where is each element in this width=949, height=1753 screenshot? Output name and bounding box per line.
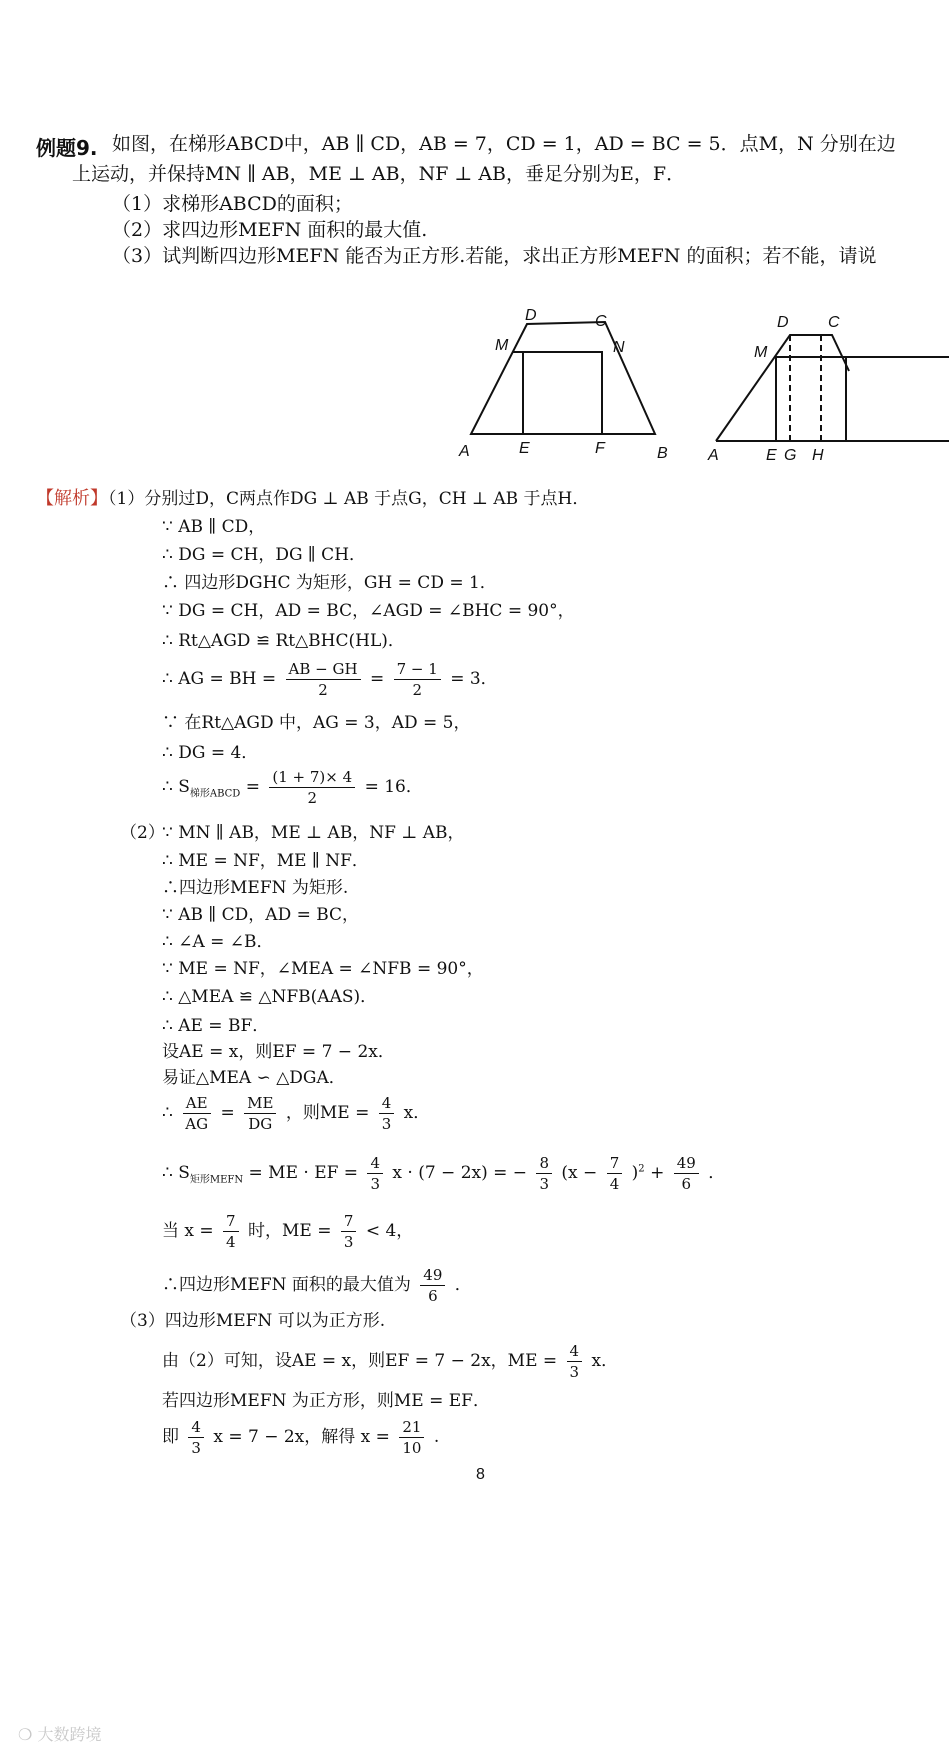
p3-line3-suffix: .	[433, 1427, 440, 1447]
label-a: A	[459, 443, 470, 460]
exponent: 2	[638, 1163, 645, 1175]
solution-p2-step-3: ∴四边形MEFN 为矩形.	[162, 878, 349, 898]
when-middle: 时，ME =	[248, 1221, 332, 1241]
paren-close: )	[631, 1163, 639, 1183]
fraction-numerator: 4	[379, 1094, 395, 1114]
max-suffix: ．	[454, 1275, 472, 1295]
fraction-denominator: 3	[370, 1175, 380, 1193]
ratio-suffix: x．	[403, 1103, 431, 1123]
fraction-denominator: 2	[307, 789, 318, 807]
label-d: D	[777, 314, 789, 331]
watermark-text: 大数跨境	[37, 1725, 102, 1744]
area-prefix: ∴ S	[162, 1163, 190, 1183]
when-prefix: 当 x =	[162, 1221, 214, 1241]
solution-p1-step-3: ∴ 四边形DGHC 为矩形，GH = CD = 1．	[162, 573, 497, 593]
fraction-denominator: 3	[539, 1175, 549, 1193]
solution-p1-step-2: ∴ DG = CH，DG ∥ CH．	[162, 545, 367, 565]
fraction-8-3	[536, 1154, 552, 1193]
solution-p2-step-5: ∴ ∠A = ∠B．	[162, 932, 274, 952]
fraction-denominator: 10	[402, 1439, 422, 1457]
area-subscript: 梯形ABCD	[189, 788, 241, 800]
paren-open: (x −	[561, 1163, 598, 1183]
label-m: M	[495, 337, 509, 354]
fraction-denominator: 4	[226, 1233, 236, 1251]
area-prefix: ∴ S	[162, 777, 190, 797]
label-h: H	[812, 447, 824, 464]
label-e: E	[519, 440, 530, 457]
ag-prefix: ∴ AG = BH =	[162, 669, 277, 689]
label-c: C	[595, 313, 607, 330]
problem-line-1: 如图，在梯形ABCD中，AB ∥ CD，AB = 7，CD = 1，AD = BC = 5．点M，N 分别在边	[112, 133, 896, 155]
fraction-denominator: 2	[412, 681, 422, 699]
ratio-middle: ，则ME =	[285, 1103, 370, 1123]
fraction-numerator: 49	[674, 1154, 699, 1174]
fraction-denominator: 3	[381, 1115, 392, 1133]
fraction-numerator: AB − GH	[286, 660, 361, 680]
fraction-49-6	[420, 1266, 445, 1305]
fraction-denominator: AG	[185, 1115, 209, 1133]
figure-trapezoid-altitudes	[700, 305, 949, 470]
fraction-denominator: 2	[318, 681, 328, 699]
fraction-4-3	[567, 1342, 583, 1381]
question-3: （3）试判断四边形MEFN 能否为正方形.若能，求出正方形MEFN 的面积；若不能，请说	[112, 245, 877, 267]
fraction-denominator: 6	[681, 1175, 692, 1193]
p3-line3-middle: x = 7 − 2x，解得 x =	[213, 1427, 390, 1447]
fraction-denominator: 3	[191, 1439, 201, 1457]
watermark-icon: ❍	[18, 1725, 33, 1744]
fraction-numerator: 4	[567, 1342, 583, 1362]
problem-label: 例题9.	[36, 136, 98, 160]
fraction-numerator: 8	[536, 1154, 552, 1174]
solution-p2-step-1: ∵ MN ∥ AB，ME ⊥ AB，NF ⊥ AB，	[162, 823, 465, 843]
label-g: G	[784, 447, 797, 464]
label-m: M	[754, 344, 768, 361]
label-d: D	[525, 307, 537, 324]
fraction-ae-ag	[182, 1094, 211, 1133]
solution-p3-line-3	[162, 1418, 439, 1457]
ag-suffix: = 3．	[450, 669, 498, 689]
solution-p1-step-4: ∵ DG = CH，AD = BC，∠AGD = ∠BHC = 90°，	[162, 601, 575, 621]
solution-p1-area-line	[162, 768, 423, 807]
max-prefix: ∴四边形MEFN 面积的最大值为	[162, 1275, 411, 1295]
page-number: 8	[476, 1466, 485, 1483]
area-end: ．	[708, 1163, 726, 1183]
solution-p2-area-line	[162, 1154, 725, 1193]
solution-part2-label: （2）	[120, 823, 165, 843]
trapezoid-outline	[716, 335, 849, 441]
p3-line3-prefix: 即	[162, 1427, 179, 1447]
fraction-ab-gh	[286, 660, 361, 699]
figure-trapezoid-mefn	[455, 300, 685, 470]
solution-p2-step-4: ∵ AB ∥ CD，AD = BC，	[162, 905, 360, 925]
therefore: ∴	[162, 1103, 173, 1123]
solution-p2-ratio-line	[162, 1094, 430, 1133]
fraction-numerator: 7	[223, 1212, 239, 1232]
fraction-me-dg	[244, 1094, 276, 1133]
equals: =	[220, 1103, 235, 1123]
problem-line-2: 上运动，并保持MN ∥ AB，ME ⊥ AB，NF ⊥ AB，垂足分别为E，F．	[72, 163, 686, 185]
label-c: C	[828, 314, 840, 331]
solution-p1-ag-line	[162, 660, 498, 699]
area-middle: = ME · EF =	[248, 1163, 359, 1183]
fraction-denominator: 3	[569, 1363, 580, 1381]
plus: +	[650, 1163, 665, 1183]
label-f: F	[595, 440, 605, 457]
fraction-denominator: 4	[609, 1175, 620, 1193]
fraction-area	[269, 768, 355, 807]
fraction-7-4	[223, 1212, 239, 1251]
solution-p2-step-8: ∴ AE = BF．	[162, 1016, 270, 1036]
fraction-denominator: 3	[343, 1233, 354, 1251]
fraction-4-3	[379, 1094, 395, 1133]
p3-line1-prefix: 由（2）可知，设AE = x，则EF = 7 − 2x，ME =	[162, 1351, 558, 1371]
solution-part3-intro: （3）四边形MEFN 可以为正方形.	[120, 1311, 386, 1331]
area-middle-2: x · (7 − 2x) = −	[392, 1163, 528, 1183]
solution-p2-step-2: ∴ ME = NF，ME ∥ NF．	[162, 851, 369, 871]
fraction-denominator: 6	[428, 1287, 438, 1305]
solution-p2-max-line	[162, 1266, 472, 1305]
fraction-numerator: AE	[183, 1094, 211, 1114]
fraction-numerator: ME	[244, 1094, 276, 1114]
fraction-4-3	[188, 1418, 204, 1457]
fraction-49-6	[674, 1154, 699, 1193]
fraction-numerator: (1 + 7)× 4	[269, 768, 355, 788]
label-a: A	[708, 447, 719, 464]
fraction-denominator: DG	[248, 1115, 273, 1133]
watermark	[18, 1722, 101, 1745]
label-n: N	[613, 339, 625, 356]
when-suffix: < 4，	[365, 1221, 414, 1241]
label-e: E	[766, 447, 777, 464]
solution-tag: 【解析】	[36, 488, 108, 509]
fraction-4-3	[367, 1154, 383, 1193]
fraction-7-3	[341, 1212, 357, 1251]
fraction-7-1	[394, 660, 441, 699]
area-subscript: 矩形MEFN	[189, 1174, 244, 1186]
fraction-numerator: 4	[367, 1154, 383, 1174]
solution-p1-step-6: ∵ 在Rt△AGD 中，AG = 3，AD = 5，	[162, 713, 471, 733]
solution-p3-line-1	[162, 1342, 618, 1381]
fraction-numerator: 49	[420, 1266, 445, 1286]
solution-p2-step-10: 易证△MEA ∽ △DGA．	[162, 1068, 346, 1088]
equals: =	[369, 669, 385, 689]
solution-p1-step-1: ∵ AB ∥ CD，	[162, 517, 266, 537]
solution-header	[36, 484, 589, 510]
fraction-numerator: 7	[607, 1154, 623, 1174]
solution-p3-line-2: 若四边形MEFN 为正方形，则ME = EF．	[162, 1391, 490, 1411]
fraction-21-10	[399, 1418, 424, 1457]
solution-p2-step-9: 设AE = x，则EF = 7 − 2x．	[162, 1042, 395, 1062]
solution-p2-when-line	[162, 1212, 413, 1251]
fraction-numerator: 7 − 1	[394, 660, 441, 680]
fraction-numerator: 4	[188, 1418, 204, 1438]
label-b: B	[657, 445, 668, 462]
fraction-numerator: 7	[341, 1212, 357, 1232]
p3-line1-suffix: x．	[591, 1351, 619, 1371]
question-2: （2）求四边形MEFN 面积的最大值.	[112, 219, 428, 241]
equals: =	[245, 777, 260, 797]
solution-p2-step-7: ∴ △MEA ≌ △NFB(AAS)．	[162, 987, 378, 1007]
solution-p1-step-7: ∴ DG = 4．	[162, 743, 259, 763]
fraction-numerator: 21	[399, 1418, 424, 1438]
solution-p1-step-5: ∴ Rt△AGD ≌ Rt△BHC(HL)．	[162, 631, 405, 651]
solution-p2-step-6: ∵ ME = NF，∠MEA = ∠NFB = 90°，	[162, 959, 484, 979]
question-1: （1）求梯形ABCD的面积；	[112, 193, 353, 215]
area-suffix: = 16．	[364, 777, 423, 797]
solution-part1-intro: （1）分别过D，C两点作DG ⊥ AB 于点G，CH ⊥ AB 于点H．	[108, 489, 590, 509]
fraction-7-4	[607, 1154, 623, 1193]
